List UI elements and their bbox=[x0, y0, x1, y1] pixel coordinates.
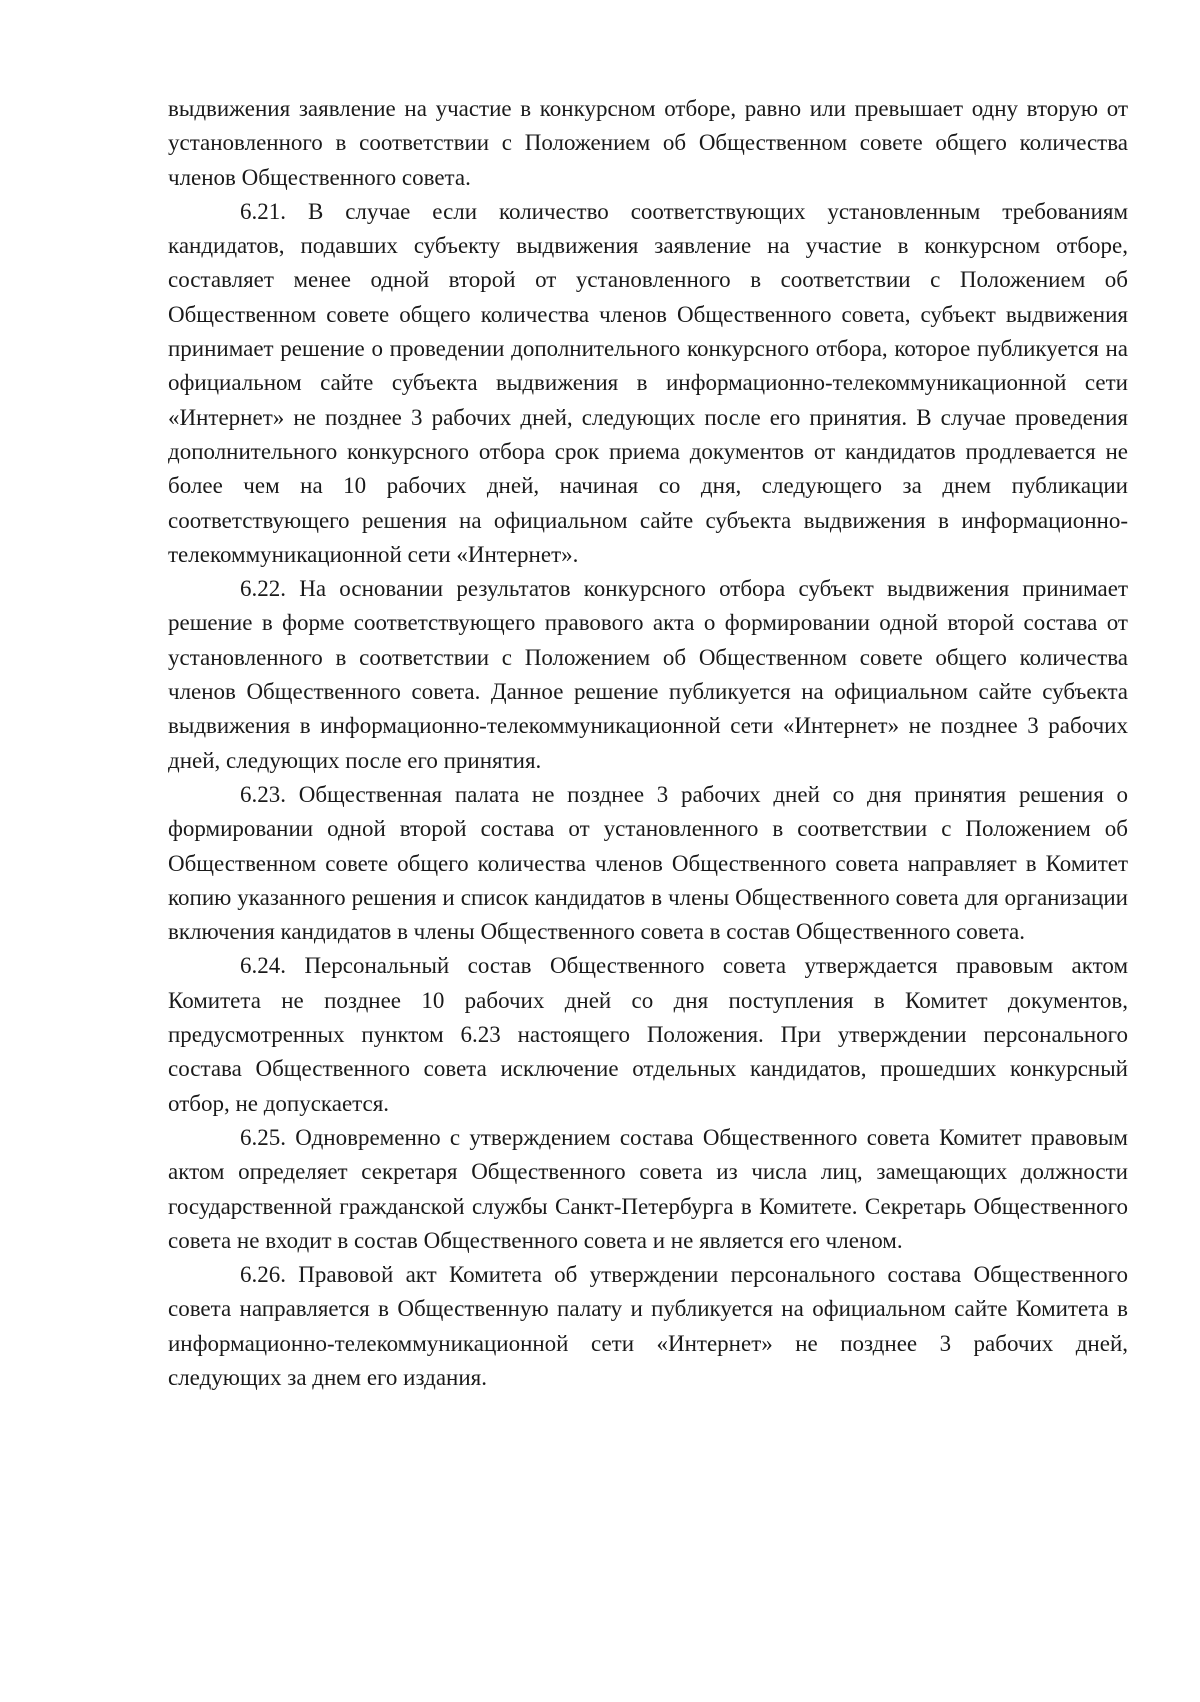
paragraph-number: 6.23. bbox=[240, 781, 286, 807]
paragraph-6-26 bbox=[168, 1258, 1128, 1395]
paragraph-text: Персональный состав Общественного совета утверждается правовым актом Комитета не позднее 10 рабочих дней со дня поступления в Комитет документов, предусмотренных пунктом 6.23 настоящего Положения. При утверждении персонального состава Общественного совета исключение отдельных кандидатов, прошедших конкурсный отбор, не допускается. bbox=[168, 953, 1128, 1116]
paragraph-text: Общественная палата не позднее 3 рабочих дней со дня принятия решения о формировании одной второй состава от установленного в соответствии с Положением об Общественном совете общего количества членов Общественного совета направляет в Комитет копию указанного решения и список кандидатов в члены Общественного совета для организации включения кандидатов в члены Общественного совета в состав Общественного совета. bbox=[168, 781, 1128, 945]
paragraph-number: 6.22. bbox=[240, 576, 286, 602]
paragraph-continuation: выдвижения заявление на участие в конкурсном отборе, равно или превышает одну вторую от установленного в соответствии с Положением об Общественном совете общего количества членов Общественного совета. bbox=[168, 96, 1128, 190]
paragraph-6-21 bbox=[168, 195, 1128, 572]
paragraph-6-24 bbox=[168, 949, 1128, 1120]
paragraph-text: В случае если количество соответствующих установленным требованиям кандидатов, подавших субъекту выдвижения заявление на участие в конкурсном отборе, составляет менее одной второй от установленного в соответствии с Положением об Общественном совете общего количества членов Общественного совета, субъект выдвижения принимает решение о проведении дополнительного конкурсного отбора, которое публикуется на официальном сайте субъекта выдвижения в информационно-телекоммуникационной сети «Интернет» не позднее 3 рабочих дней, следующих после его принятия. В случае проведения дополнительного конкурсного отбора срок приема документов от кандидатов продлевается не более чем на 10 рабочих дней, начиная со дня, следующего за днем публикации соответствующего решения на официальном сайте субъекта выдвижения в информационно-телекоммуникационной сети «Интернет». bbox=[168, 198, 1129, 567]
document-body bbox=[168, 92, 1128, 1395]
paragraph-6-23 bbox=[168, 778, 1128, 949]
paragraph-number: 6.26. bbox=[240, 1262, 286, 1288]
paragraph-6-22 bbox=[168, 572, 1128, 778]
paragraph-number: 6.25. bbox=[240, 1124, 286, 1150]
paragraph-number: 6.24. bbox=[240, 953, 286, 979]
paragraph-text: Одновременно с утверждением состава Общественного совета Комитет правовым актом определяет секретаря Общественного совета из числа лиц, замещающих должности государственной гражданской службы Санкт-Петербурга в Комитете. Секретарь Общественного совета не входит в состав Общественного совета и не является его членом. bbox=[168, 1124, 1128, 1253]
paragraph-text: Правовой акт Комитета об утверждении персонального состава Общественного совета направляется в Общественную палату и публикуется на официальном сайте Комитета в информационно-телекоммуникационной сети «Интернет» не позднее 3 рабочих дней, следующих за днем его издания. bbox=[168, 1262, 1129, 1390]
paragraph-text: На основании результатов конкурсного отбора субъект выдвижения принимает решение в форме соответствующего правового акта о формировании одной второй состава от установленного в соответствии с Положением об Общественном совете общего количества членов Общественного совета. Данное решение публикуется на официальном сайте субъекта выдвижения в информационно-телекоммуникационной сети «Интернет» не позднее 3 рабочих дней, следующих после его принятия. bbox=[168, 576, 1129, 773]
paragraph-number: 6.21. bbox=[240, 198, 286, 224]
paragraph-6-25 bbox=[168, 1121, 1128, 1258]
